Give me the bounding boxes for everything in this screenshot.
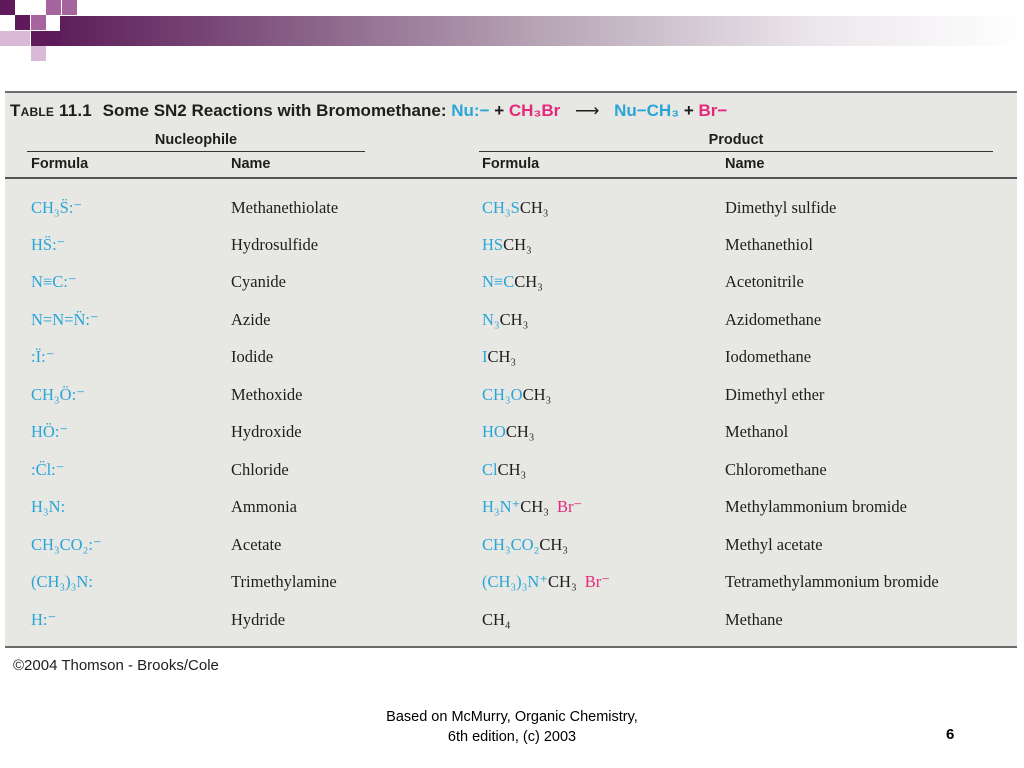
product-formula-methyl-part: CH₃: [520, 497, 549, 516]
nucleophile-name: Ammonia: [231, 497, 297, 516]
product-formula: [482, 563, 610, 600]
copyright-credit: ©2004 Thomson - Brooks/Cole: [13, 657, 219, 674]
nucleophile-name: Methanethiolate: [231, 198, 339, 217]
table-row: [5, 226, 1017, 263]
caption-substrate: CH₃Br: [508, 101, 561, 120]
footer-line: Based on McMurry, Organic Chemistry,: [386, 709, 638, 725]
caption-plus: +: [494, 101, 505, 120]
nucleophile-formula: CH₃S̈:⁻: [31, 198, 83, 217]
product-formula-nucleophile-part: N₃: [482, 310, 500, 329]
table-row: [5, 451, 1017, 488]
header-square: [15, 31, 30, 46]
product-name: Methyl acetate: [725, 535, 823, 554]
nucleophile-formula: H₃N:: [31, 497, 66, 516]
product-formula: [482, 301, 536, 338]
product-formula-methyl-part: CH₃: [503, 235, 532, 254]
header-gradient-bar: [60, 16, 1024, 46]
column-header-nuc-formula: Formula: [31, 156, 89, 172]
product-formula-nucleophile-part: HO: [482, 422, 506, 441]
caption-plus: +: [683, 101, 694, 120]
product-formula: [482, 413, 543, 450]
product-formula-methyl-part: CH₃: [548, 572, 577, 591]
reaction-table: [5, 91, 1017, 648]
header-square: [46, 31, 61, 46]
product-formula-nucleophile-part: CH₃CO₂: [482, 535, 540, 554]
product-formula-methyl-part: CH₃: [522, 385, 552, 404]
product-formula: [482, 376, 559, 413]
product-formula-nucleophile-part: I: [482, 347, 488, 366]
nucleophile-formula: :C̈l:⁻: [31, 460, 65, 479]
product-formula-nucleophile-part: H₃N⁺: [482, 497, 521, 516]
product-formula-methyl-part: CH₃: [497, 460, 527, 479]
product-formula-nucleophile-part: (CH₃)₃N⁺: [482, 572, 549, 591]
product-formula: [482, 226, 540, 263]
table-row: [5, 338, 1017, 375]
product-formula-methyl-part: CH₃: [519, 198, 549, 217]
product-name: Methylammonium bromide: [725, 497, 907, 516]
product-formula-nucleophile-part: CH₃S: [482, 198, 520, 217]
table-row: [5, 413, 1017, 450]
table-row: [5, 376, 1017, 413]
product-formula-counterion: Br⁻: [584, 572, 610, 591]
product-formula-nucleophile-part: HS: [482, 235, 504, 254]
group-header-product: Product: [479, 132, 993, 152]
product-name: Dimethyl ether: [725, 385, 825, 404]
table-row: [5, 563, 1017, 600]
nucleophile-name: Iodide: [231, 347, 274, 366]
header-square: [31, 15, 46, 30]
group-header-nucleophile: Nucleophile: [27, 132, 365, 152]
product-formula-methyl-part: CH₃: [505, 422, 535, 441]
header-square: [31, 46, 46, 61]
table-row: [5, 263, 1017, 300]
product-formula: [482, 338, 524, 375]
header-square: [15, 15, 30, 30]
nucleophile-name: Cyanide: [231, 272, 286, 291]
header-square: [46, 0, 61, 15]
header-square: [0, 31, 15, 46]
table-number: Table 11.1: [10, 101, 92, 120]
product-name: Acetonitrile: [725, 272, 804, 291]
product-formula-methyl-part: CH₃: [499, 310, 529, 329]
nucleophile-formula: :Ï:⁻: [31, 347, 55, 366]
nucleophile-name: Acetate: [231, 535, 282, 554]
product-formula: [482, 451, 534, 488]
nucleophile-name: Trimethylamine: [231, 572, 337, 591]
product-name: Methanethiol: [725, 235, 813, 254]
product-formula-counterion: Br⁻: [556, 497, 583, 516]
caption-nucleophile: Nu:−: [451, 101, 490, 120]
product-formula-methyl-part: CH₄: [482, 610, 511, 629]
column-header-prod-formula: Formula: [482, 156, 540, 172]
nucleophile-formula: N≡C:⁻: [31, 272, 77, 291]
table-row: [5, 488, 1017, 525]
table-caption: [10, 101, 727, 121]
table-title: Some SN2 Reactions with Bromomethane:: [102, 101, 447, 120]
table-row: [5, 526, 1017, 563]
product-name: Chloromethane: [725, 460, 827, 479]
product-formula-methyl-part: CH₃: [514, 272, 543, 291]
product-name: Azidomethane: [725, 310, 822, 329]
product-formula: [482, 189, 557, 226]
product-formula: [482, 263, 551, 300]
nucleophile-formula: CH₃CO₂:⁻: [31, 535, 102, 554]
caption-product: Nu−CH₃: [614, 101, 680, 120]
product-formula-nucleophile-part: N≡C: [482, 272, 515, 291]
product-formula: [482, 488, 582, 525]
table-row: [5, 301, 1017, 338]
product-name: Methanol: [725, 422, 789, 441]
product-name: Iodomethane: [725, 347, 812, 366]
product-formula: [482, 526, 576, 563]
product-formula-methyl-part: CH₃: [539, 535, 569, 554]
nucleophile-name: Chloride: [231, 460, 289, 479]
nucleophile-name: Hydrosulfide: [231, 235, 319, 254]
product-name: Methane: [725, 610, 783, 629]
table-row: [5, 189, 1017, 226]
nucleophile-name: Hydroxide: [231, 422, 302, 441]
product-name: Tetramethylammonium bromide: [725, 572, 939, 591]
nucleophile-formula: CH₃Ö:⁻: [31, 385, 85, 404]
caption-leaving-group: Br−: [698, 101, 728, 120]
nucleophile-name: Azide: [231, 310, 271, 329]
column-header-prod-name: Name: [725, 156, 765, 172]
nucleophile-formula: N=N=N̈:⁻: [31, 310, 99, 329]
header-square: [31, 31, 46, 46]
nucleophile-formula: (CH₃)₃N:: [31, 572, 93, 591]
header-square: [62, 0, 77, 15]
product-formula: [482, 601, 519, 638]
page-number: 6: [946, 726, 955, 743]
caption-arrow: ⟶: [574, 101, 600, 120]
column-header-nuc-name: Name: [231, 156, 271, 172]
nucleophile-name: Hydride: [231, 610, 286, 629]
nucleophile-formula: H:⁻: [31, 610, 57, 629]
product-formula-nucleophile-part: CH₃O: [482, 385, 523, 404]
slide-header-decoration: [0, 0, 1024, 62]
header-divider: [5, 177, 1017, 179]
header-square: [0, 0, 15, 15]
product-name: Dimethyl sulfide: [725, 198, 837, 217]
slide-footer: [352, 707, 672, 747]
nucleophile-formula: HS̈:⁻: [31, 235, 66, 254]
table-row: [5, 601, 1017, 638]
nucleophile-name: Methoxide: [231, 385, 303, 404]
product-formula-methyl-part: CH₃: [487, 347, 517, 366]
product-formula-nucleophile-part: Cl: [482, 460, 498, 479]
footer-line: 6th edition, (c) 2003: [447, 729, 577, 745]
nucleophile-formula: HÖ:⁻: [31, 422, 69, 441]
